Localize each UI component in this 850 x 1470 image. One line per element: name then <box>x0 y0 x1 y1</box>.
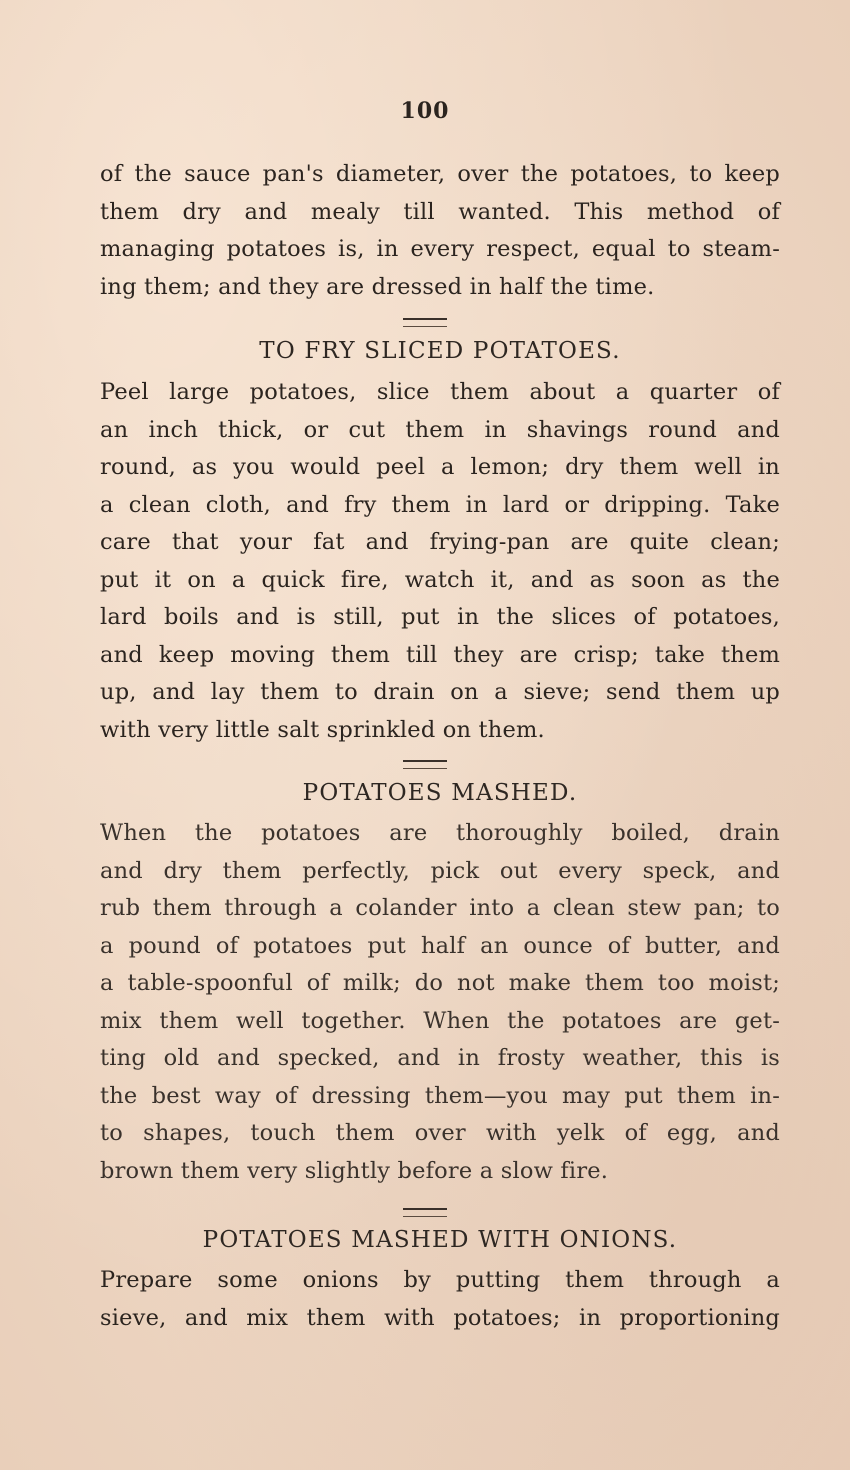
paragraph-line: lard boils and is still, put in the slices of potatoes, <box>100 604 780 630</box>
paragraph-line: them dry and mealy till wanted. This method of <box>100 198 780 225</box>
section-divider <box>403 760 447 769</box>
section-heading-fry-sliced-potatoes: TO FRY SLICED POTATOES. <box>259 338 621 364</box>
paragraph-line: round, as you would peel a lemon; dry them well in <box>100 454 780 480</box>
potatoes-mashed-with-onions-paragraph <box>100 1262 780 1337</box>
paragraph-line: Prepare some onions by putting them through a <box>100 1267 780 1293</box>
intro-paragraph <box>100 156 780 306</box>
paragraph-line: sieve, and mix them with potatoes; in proportioning <box>100 1304 780 1331</box>
section-heading-potatoes-mashed-with-onions: POTATOES MASHED WITH ONIONS. <box>202 1227 678 1253</box>
paragraph-line: a clean cloth, and fry them in lard or dripping. Take <box>100 491 780 518</box>
paragraph-line: put it on a quick fire, watch it, and as soon as the <box>100 566 780 593</box>
paragraph-line: a table-spoonful of milk; do not make them too moist; <box>100 970 780 996</box>
paragraph-line: care that your fat and frying-pan are quite clean; <box>100 529 780 555</box>
paragraph-line: the best way of dressing them—you may put them in- <box>100 1082 780 1109</box>
paragraph-line: up, and lay them to drain on a sieve; send them up <box>100 679 780 705</box>
paragraph-line: with very little salt sprinkled on them. <box>100 716 545 743</box>
paragraph-line: mix them well together. When the potatoes are get- <box>100 1007 780 1034</box>
page-number: 100 <box>400 98 450 124</box>
paragraph-line: ing them; and they are dressed in half the time. <box>100 273 655 300</box>
paragraph-line: an inch thick, or cut them in shavings round and <box>100 416 780 443</box>
section-heading-potatoes-mashed: POTATOES MASHED. <box>302 780 578 806</box>
paragraph-line: and dry them perfectly, pick out every speck, and <box>100 857 780 884</box>
fry-sliced-potatoes-paragraph <box>100 374 780 749</box>
paragraph-line: ting old and specked, and in frosty weather, this is <box>100 1045 780 1071</box>
paragraph-line: a pound of potatoes put half an ounce of butter, and <box>100 932 780 959</box>
paragraph-line: and keep moving them till they are crisp; take them <box>100 641 780 668</box>
section-divider <box>403 1208 447 1217</box>
paragraph-line: managing potatoes is, in every respect, equal to steam- <box>100 236 780 262</box>
section-divider <box>403 318 447 327</box>
paragraph-line: When the potatoes are thoroughly boiled, drain <box>100 820 780 846</box>
paragraph-line: of the sauce pan's diameter, over the potatoes, to keep <box>100 161 780 187</box>
paragraph-line: Peel large potatoes, slice them about a quarter of <box>100 379 780 405</box>
paragraph-line: brown them very slightly before a slow fire. <box>100 1157 609 1184</box>
paragraph-line: rub them through a colander into a clean stew pan; to <box>100 895 780 921</box>
potatoes-mashed-paragraph <box>100 815 780 1190</box>
paragraph-line: to shapes, touch them over with yelk of egg, and <box>100 1120 780 1146</box>
